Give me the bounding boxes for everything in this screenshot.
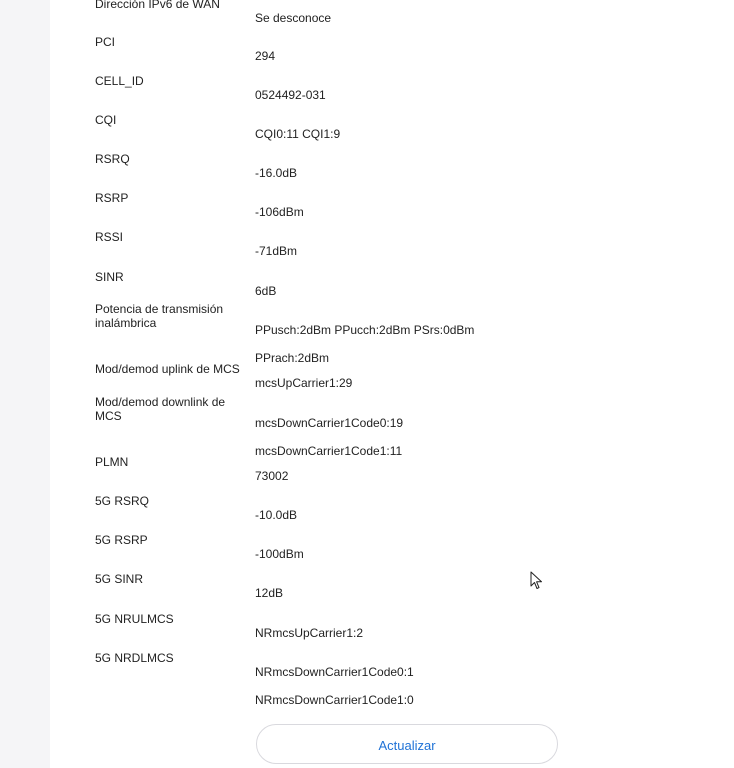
- info-value: [255, 74, 326, 116]
- info-value-line: -106dBm: [255, 205, 304, 219]
- info-value: [255, 191, 304, 233]
- info-label: Potencia de transmisión inalámbrica: [95, 302, 224, 330]
- info-label: PCI: [95, 35, 116, 49]
- info-value-line: -10.0dB: [255, 508, 298, 522]
- info-label: Dirección IPv6 de WAN: [95, 0, 220, 11]
- info-label: CELL_ID: [95, 74, 144, 88]
- info-value-line: CQI0:11 CQI1:9: [255, 127, 341, 141]
- info-label: 5G RSRP: [95, 533, 148, 547]
- info-value: [255, 455, 288, 497]
- info-value: [255, 362, 352, 404]
- info-value-line: 0524492-031: [255, 88, 326, 102]
- info-value: [255, 0, 331, 39]
- info-label: RSRQ: [95, 152, 130, 166]
- info-value: [255, 533, 304, 575]
- info-value-line: 6dB: [255, 284, 277, 298]
- refresh-button[interactable]: Actualizar: [256, 724, 558, 764]
- info-label: PLMN: [95, 455, 129, 469]
- info-value: [255, 651, 414, 721]
- info-value: [255, 612, 363, 654]
- info-value: [255, 152, 297, 194]
- info-value: [255, 113, 340, 155]
- info-label: CQI: [95, 113, 117, 127]
- info-value: [255, 572, 283, 614]
- info-value-line: NRmcsUpCarrier1:2: [255, 626, 364, 640]
- info-value-line: mcsDownCarrier1Code1:11: [255, 444, 403, 458]
- info-value-line: Se desconoce: [255, 11, 332, 25]
- info-value-line: 12dB: [255, 586, 284, 600]
- info-label: 5G NRDLMCS: [95, 651, 174, 665]
- info-label: 5G NRULMCS: [95, 612, 174, 626]
- info-value-line: NRmcsDownCarrier1Code0:1: [255, 665, 414, 679]
- info-value-line: -16.0dB: [255, 166, 298, 180]
- info-value-line: -71dBm: [255, 244, 298, 258]
- info-value-line: 294: [255, 49, 276, 63]
- info-label: RSRP: [95, 191, 129, 205]
- info-label: 5G SINR: [95, 572, 144, 586]
- mouse-pointer-icon: [530, 571, 544, 591]
- info-value-line: 73002: [255, 469, 289, 483]
- info-label: RSSI: [95, 230, 124, 244]
- info-value-line: PPusch:2dBm PPucch:2dBm PSrs:0dBm: [255, 323, 475, 337]
- info-label: Mod/demod downlink de MCS: [95, 395, 226, 423]
- info-value: [255, 230, 297, 272]
- info-label: SINR: [95, 270, 124, 284]
- info-value-line: PPrach:2dBm: [255, 351, 330, 365]
- info-value-line: mcsUpCarrier1:29: [255, 376, 353, 390]
- info-value: [255, 35, 275, 77]
- info-value-line: NRmcsDownCarrier1Code1:0: [255, 693, 414, 707]
- info-value: [255, 270, 276, 312]
- info-value-line: mcsDownCarrier1Code0:19: [255, 416, 404, 430]
- info-value: [255, 494, 297, 536]
- info-label: 5G RSRQ: [95, 494, 150, 508]
- info-value-line: -100dBm: [255, 547, 304, 561]
- device-info-panel: [50, 0, 734, 768]
- info-label: Mod/demod uplink de MCS: [95, 362, 240, 376]
